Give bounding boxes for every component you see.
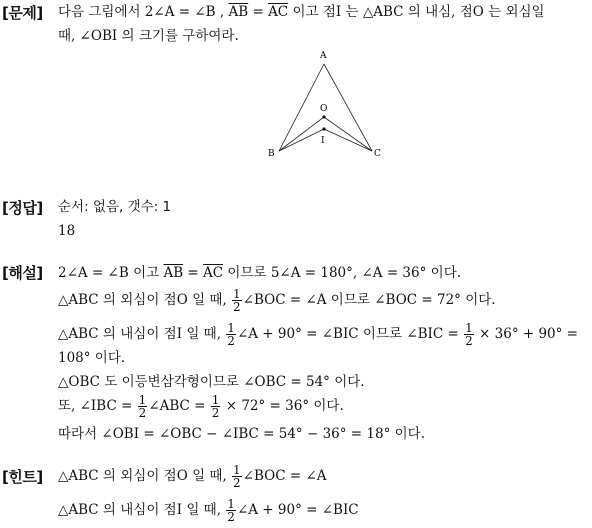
solution-text: ∠ABC =	[148, 398, 210, 414]
hint-line-2	[58, 498, 359, 523]
fraction-half	[211, 394, 221, 419]
label-i: I	[321, 136, 325, 146]
fraction-denominator: 2	[233, 476, 241, 490]
equals: =	[248, 4, 269, 20]
fraction-half	[226, 498, 236, 523]
segment-ab: $\overline{AB}$	[228, 4, 249, 20]
hint-text: △ABC 의 내심이 점I 일 때,	[58, 502, 226, 518]
problem-text: 다음 그림에서 2∠A = ∠B ,	[58, 4, 229, 20]
segment-ac	[324, 64, 372, 151]
segment-bo	[279, 117, 324, 151]
hint-text: △ABC 의 외심이 점O 일 때,	[58, 468, 232, 484]
fraction-half	[138, 394, 148, 419]
hint-text: ∠A + 90° = ∠BIC	[236, 502, 359, 518]
solution-line-6	[58, 394, 344, 419]
point-o	[322, 115, 325, 118]
problem-tag: [문제]	[2, 4, 43, 22]
hint-line-1	[58, 464, 327, 489]
fraction-denominator: 2	[211, 406, 220, 420]
segment-bi	[279, 129, 324, 151]
fraction-half	[464, 322, 474, 347]
point-i	[322, 127, 325, 130]
segment-ci	[324, 129, 372, 151]
solution-text: △ABC 의 외심이 점O 일 때,	[58, 292, 232, 308]
answer-tag: [정답]	[2, 199, 43, 217]
label-c: C	[374, 149, 381, 159]
solution-text: × 72° = 36° 이다.	[221, 398, 344, 414]
fraction-numerator: 1	[227, 321, 235, 335]
solution-text: 2∠A = ∠B 이고	[58, 265, 164, 281]
problem-line-1	[58, 3, 545, 21]
solution-line-7: 따라서 ∠OBI = ∠OBC − ∠IBC = 54° − 36° = 18° 이다.	[58, 426, 425, 442]
fraction-numerator: 1	[465, 321, 473, 335]
hint-text: ∠BOC = ∠A	[242, 468, 327, 484]
fraction-denominator: 2	[227, 334, 235, 348]
solution-text: × 36° + 90° =	[474, 326, 578, 342]
segment-ac: $\overline{AC}$	[268, 4, 289, 20]
solution-line-4: 108° 이다.	[58, 350, 126, 366]
answer-meta: 순서: 없음, 갯수: 1	[58, 199, 172, 215]
solution-line-1	[58, 264, 461, 282]
solution-tag: [해설]	[2, 264, 43, 282]
problem-text: 이고 점I 는 △ABC 의 내심, 점O 는 외심일	[288, 4, 545, 20]
fraction-numerator: 1	[138, 393, 147, 407]
segment-ab	[279, 64, 324, 151]
solution-line-3	[58, 322, 578, 347]
solution-text: ∠BOC = ∠A 이므로 ∠BOC = 72° 이다.	[242, 292, 496, 308]
label-o: O	[320, 104, 328, 114]
solution-line-2	[58, 288, 496, 313]
fraction-numerator: 1	[233, 463, 241, 477]
solution-line-5: △OBC 도 이등변삼각형이므로 ∠OBC = 54° 이다.	[58, 374, 365, 390]
fraction-denominator: 2	[138, 406, 147, 420]
answer-value: 18	[58, 223, 76, 239]
segment-co	[324, 117, 372, 151]
solution-text: ∠A + 90° = ∠BIC 이므로 ∠BIC =	[236, 326, 464, 342]
fraction-denominator: 2	[233, 300, 241, 314]
equals: =	[183, 265, 204, 281]
segment-ac: $\overline{AC}$	[203, 265, 224, 281]
fraction-half	[232, 464, 242, 489]
fraction-numerator: 1	[211, 393, 220, 407]
fraction-half	[232, 288, 242, 313]
triangle-figure	[0, 40, 592, 210]
segment-ab: $\overline{AB}$	[163, 265, 184, 281]
hint-tag: [힌트]	[2, 468, 43, 486]
fraction-denominator: 2	[465, 334, 473, 348]
solution-text: 또, ∠IBC =	[58, 398, 137, 414]
fraction-numerator: 1	[227, 497, 235, 511]
solution-text: 이므로 5∠A = 180°, ∠A = 36° 이다.	[223, 265, 462, 281]
solution-text: △ABC 의 내심이 점I 일 때,	[58, 326, 226, 342]
label-b: B	[268, 149, 275, 159]
fraction-numerator: 1	[233, 287, 241, 301]
fraction-denominator: 2	[227, 510, 235, 524]
fraction-half	[226, 322, 236, 347]
label-a: A	[320, 51, 327, 61]
problem-line-2: 때, ∠OBI 의 크기를 구하여라.	[58, 28, 239, 44]
